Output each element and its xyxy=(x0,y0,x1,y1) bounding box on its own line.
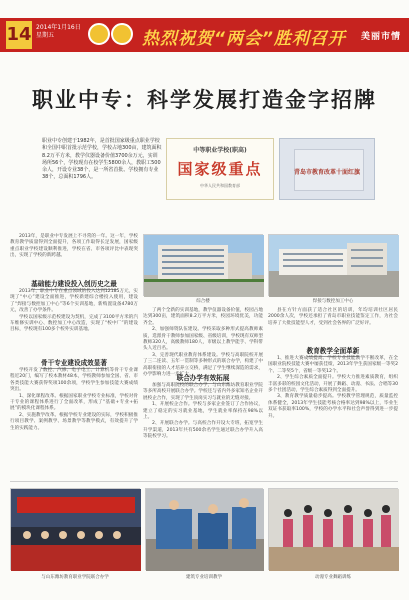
campus-photo-image xyxy=(144,235,264,297)
construction-training-image xyxy=(146,489,264,571)
national-emblem-icon xyxy=(88,23,110,45)
paragraph: 3、完善现代职业教育体系建设。学校与高职院校开展了三二连读、五年一贯制等多种形式的联合办学，构建了中高职衔接的人才培养立交桥，满足了学生继续深造的需求，办学影响力进一步扩大。 xyxy=(143,352,263,378)
caption-construction-training: 建筑专业培训教学 xyxy=(186,575,222,580)
paragraph: 1、深化课程改革。根据国家职业学校专业标准，学校对骨干专业的课程体系进行了全面改革，形成了“基础+专业+拓展”的模块化课程体系。 xyxy=(10,393,138,412)
plaque-main-text: 国家级重点 xyxy=(177,160,263,178)
divider xyxy=(10,481,398,482)
col2-text-2 xyxy=(143,383,263,476)
issue-date xyxy=(36,24,86,40)
training-center-image xyxy=(269,235,399,297)
header-slogan: 热烈祝贺“两会”胜利召开 xyxy=(142,29,346,49)
subhead-text: 联合办学有效拓展 xyxy=(176,374,230,382)
caption-joint-school: 与山东潍坊教育职业学院联合办学 xyxy=(41,575,109,580)
paragraph: 2、学生综合素质全面提升。学校大力推进素质教育，组织丰富多彩的校园文化活动，开展了舞蹈、动漫、书法、合唱等30多个社团活动，学生综合素质得到全面提升。 xyxy=(268,375,398,394)
paragraph: 加强与高职院校的联合办学，与山东潍坊教育职业学院等多所高校开展联合办学。学校还与省内外多家知名企业开展校企合作，实现了学生顶岗实习与就业的无缝对接。 xyxy=(143,383,263,401)
education-reform-plaque xyxy=(279,138,375,200)
page-number: 14 xyxy=(6,21,32,49)
plaque-issuer: 中华人民共和国教育部 xyxy=(200,183,240,188)
joint-school-photo xyxy=(10,488,140,570)
paragraph: 1、推进大赛成绩提高。学校专业技能教学不断改革，在全国职业院校技能大赛中屡获佳绩，2013年学生获国家级一等奖2个、二等奖5个，省级一等奖12个。 xyxy=(268,356,398,374)
dance-training-photo xyxy=(268,488,398,570)
paragraph: 2、加强师资队伍建设。学校采取多种形式提高教师素质，选派骨干教师参加国家级、省级培训，学校现有双师型教师320人，高级教师180人，市级以上教学能手、学科带头人近百名。 xyxy=(143,327,263,352)
paragraph: 县在方针方面获了适合社区的培训，年均培训社区居民2000余人次，学校还承担了青岛市职业技能鉴定工作，为社会培养了大批技能型人才，受到社会各界的广泛好评。 xyxy=(268,308,398,326)
plaque-text: 青岛市教育改革十面红旗 xyxy=(293,169,360,176)
subhead-joint-school xyxy=(143,372,263,382)
date-text: 2014年1月16日 xyxy=(36,24,81,31)
joint-school-image xyxy=(11,489,141,571)
subhead-text: 骨干专业建设成效显著 xyxy=(41,359,107,367)
paragraph: 2013年，职业中专在重点领域的投入达到12185万元，实现了“中心”建设全面推进，学校新建综合楼投入使用，建设了“焊接与数控加工中心”等6个实训基地，新购置设备4780万元，改善了办学条件。 xyxy=(10,289,138,314)
intro-paragraph: 职业中专创建于1982年，是首批国家级重点职业学校和全国中职首批示范学校，学校占地300亩，建筑面积8.2万平方米，教学仪器设备价值3700余万元，实训场所56个，学校现有在校学生5800余人，教职工500余人，开设专业38个，是一所省首批、学校拥有专业38个，总面积1796人。 xyxy=(42,138,162,181)
subhead-text: 基础能力建设投入创历史之最 xyxy=(31,280,117,288)
dance-training-image xyxy=(269,489,399,571)
col1-text xyxy=(10,234,138,276)
col3-text xyxy=(268,308,398,340)
section-title: 美丽市情 xyxy=(360,32,401,42)
caption-training-center: 焊接与数控加工中心 xyxy=(312,299,354,304)
paragraph: 学校以国家级示范校建设为契机，完成了3100平方米的汽车维修实训中心、数控加工中心改造，实现了“校中厂”的建设目标，学校现有100多个校外实训基地。 xyxy=(10,314,138,333)
training-center-photo xyxy=(268,234,398,296)
subhead-text: 教育教学全面革新 xyxy=(306,347,360,355)
subhead-teaching-reform xyxy=(268,345,398,355)
page-header-band xyxy=(0,18,409,52)
campus-photo xyxy=(143,234,263,296)
caption-campus: 综合楼 xyxy=(196,299,210,304)
col1-text-3 xyxy=(10,368,138,476)
plaque-line-1: 中等职业学校(职高) xyxy=(193,147,247,154)
subhead-core-majors xyxy=(10,357,138,367)
col3-text-2 xyxy=(268,356,398,476)
caption-dance-training: 动漫专业舞蹈训练 xyxy=(315,575,351,580)
cppcc-emblem-icon xyxy=(111,23,133,45)
construction-training-photo xyxy=(145,488,263,570)
paragraph: 2、实施教学改革。根据学校专业建设的实际，学校积极推行项目教学、案例教学、场景教学等教学模式，有效提升了学生的实践能力。 xyxy=(10,412,138,431)
subhead-infrastructure xyxy=(10,278,138,288)
weekday-text: 星期五 xyxy=(36,32,55,39)
col1-text-2 xyxy=(10,289,138,355)
paragraph: 3、教育教学质量稳步提高。学校教学管理规范，质量监控体系健全，2013年学生技能考核合格率达到98%以上，毕业生双证书获取率100%，学校的办学水平和社会声誉得到进一步提升。 xyxy=(268,394,398,419)
paragraph: 学校开发了数控、汽修、电子电工、计算机等骨干专业课程近20门，编写了校本教材48本，学校教师参加全国、省、市各类技能大赛获得奖项100余项，学校学生参加技能大赛成绩突出。 xyxy=(10,368,138,393)
paragraph: 2、开展联合办学。与高校合作开设大专班，拓宽学生升学渠道，2013年共有500余名学生通过联合办学升入高等院校学习。 xyxy=(143,421,263,440)
national-key-school-plaque xyxy=(166,138,274,200)
paragraph: 1、开展校企合作。学校与多家企业签订了合作协议，建立了稳定的实习就业基地，学生就业率保持在98%以上。 xyxy=(143,402,263,421)
paragraph: 2013年，是职业中专发展上不寻常的一年。这一年，学校教育教学质量得到全面提升，各项工作取得长足发展，国家级重点职业学校建设顺利推进，学校在省、市各项评比中表现突出，实现了学校的新跨越。 xyxy=(10,234,138,259)
article-headline: 职业中专：科学发展打造金字招牌 xyxy=(32,88,377,112)
paragraph: 了两个全新的实训基地，教学仪器设备价值，校园占地达到300亩，建筑面积8.2万平方米，校园环境优美，功能齐全。 xyxy=(143,308,263,326)
